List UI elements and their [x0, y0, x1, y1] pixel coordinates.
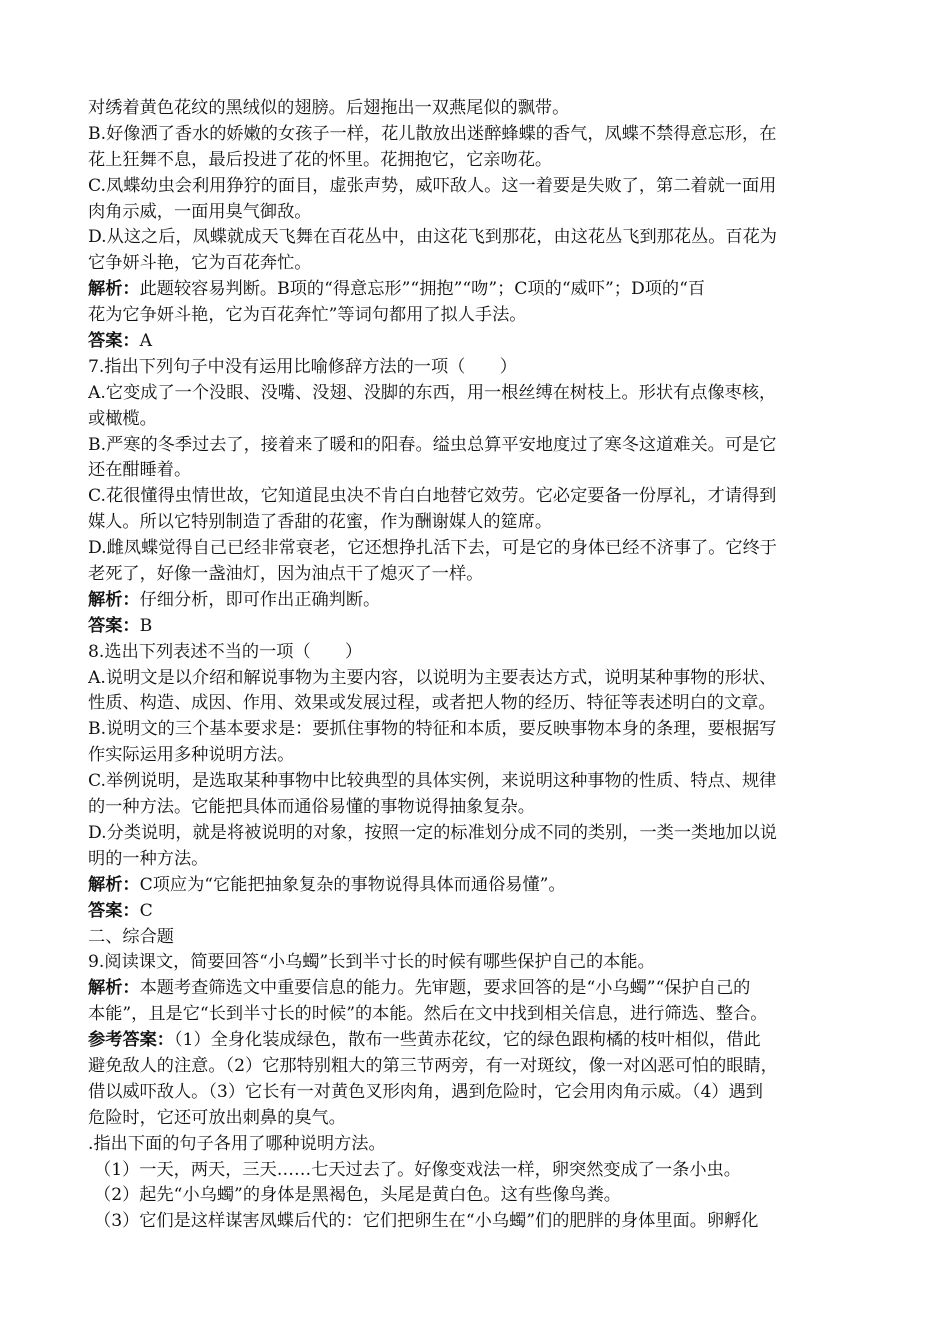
- line-text: C.举例说明，是选取某种事物中比较典型的具体实例，来说明这种事物的性质、特点、规律: [88, 771, 777, 792]
- line-text: 二、综合题: [88, 926, 174, 947]
- text-line: [88, 148, 864, 174]
- text-line: [88, 873, 864, 899]
- line-text: 本题考查筛选文中重要信息的能力。先审题，要求回答的是“小乌蠋”“保护自己的: [139, 978, 751, 999]
- text-line: [88, 1209, 864, 1235]
- line-text: 仔细分析，即可作出正确判断。: [139, 589, 381, 610]
- text-line: [88, 925, 864, 951]
- text-line: [88, 899, 864, 925]
- line-text: C.花很懂得虫情世故，它知道昆虫决不肯白白地替它效劳。它必定要备一份厚礼，才请得到: [88, 486, 777, 507]
- line-text: 明的一种方法。: [88, 848, 209, 869]
- text-line: [88, 381, 864, 407]
- text-line: [88, 588, 864, 614]
- line-text: B.严寒的冬季过去了，接着来了暖和的阳春。缢虫总算平安地度过了寒冬这道难关。可是它: [88, 434, 777, 455]
- text-line: [88, 1028, 864, 1054]
- line-text: D.雌凤蝶觉得自己已经非常衰老，它还想挣扎活下去，可是它的身体已经不济事了。它终于: [88, 538, 777, 559]
- answer-label: 解析：: [88, 279, 140, 300]
- text-line: [88, 225, 864, 251]
- text-line: [88, 510, 864, 536]
- text-line: [88, 717, 864, 743]
- text-line: [88, 691, 864, 717]
- line-text: 花为它争妍斗艳，它为百花奔忙”等词句都用了拟人手法。: [88, 305, 527, 326]
- line-text: D.分类说明，就是将被说明的对象，按照一定的标准划分成不同的类别，一类一类地加以说: [88, 822, 777, 843]
- line-text: C.凤蝶幼虫会利用狰狞的面目，虚张声势，威吓敌人。这一着要是失败了，第二着就一面用: [88, 175, 777, 196]
- line-text: 老死了，好像一盏油灯，因为油点干了熄灭了一样。: [88, 564, 484, 585]
- document-page: [88, 96, 864, 1235]
- text-line: [88, 355, 864, 381]
- text-line: [88, 666, 864, 692]
- line-text: B.说明文的三个基本要求是：要抓住事物的特征和本质，要反映事物本身的条理，要根据写: [88, 719, 777, 740]
- answer-label: 答案：: [88, 331, 140, 352]
- text-line: [88, 96, 864, 122]
- line-text: （1）全身化装成绿色，散布一些黄赤花纹，它的绿色跟枸橘的枝叶相似，借此: [173, 1030, 761, 1051]
- text-line: [88, 614, 864, 640]
- answer-label: 答案：: [88, 900, 140, 921]
- text-line: [88, 1106, 864, 1132]
- line-text: 媒人。所以它特别制造了香甜的花蜜，作为酬谢媒人的筵席。: [88, 512, 553, 533]
- text-line: [88, 484, 864, 510]
- line-text: 避免敌人的注意。（2）它那特别粗大的第三节两旁，有一对斑纹，像一对凶恶可怕的眼睛，: [88, 1055, 778, 1076]
- text-line: [88, 795, 864, 821]
- answer-label: 参考答案：: [88, 1030, 174, 1051]
- text-line: [88, 458, 864, 484]
- text-line: [88, 329, 864, 355]
- line-text: 花上狂舞不息，最后投进了花的怀里。花拥抱它，它亲吻花。: [88, 149, 553, 170]
- line-text: B: [139, 615, 153, 636]
- line-text: .指出下面的句子各用了哪种说明方法。: [88, 1133, 386, 1154]
- line-text: 借以威吓敌人。（3）它长有一对黄色叉形肉角，遇到危险时，它会用肉角示威。（4）遇到: [88, 1081, 763, 1102]
- text-line: [88, 303, 864, 329]
- line-text: 肉角示威，一面用臭气御敌。: [88, 201, 312, 222]
- line-text: 8.选出下列表述不当的一项（ ）: [88, 641, 363, 662]
- line-text: 此题较容易判断。B项的“得意忘形”“拥抱”“吻”；C项的“威吓”；D项的“百: [139, 279, 706, 300]
- text-line: [88, 562, 864, 588]
- text-line: [88, 433, 864, 459]
- text-line: [88, 200, 864, 226]
- text-line: [88, 769, 864, 795]
- line-text: 危险时，它还可放出刺鼻的臭气。: [88, 1107, 346, 1128]
- text-line: [88, 251, 864, 277]
- line-text: 7.指出下列句子中没有运用比喻修辞方法的一项（ ）: [88, 356, 517, 377]
- text-line: [88, 174, 864, 200]
- line-text: 本能”，且是它“长到半寸长的时候”的本能。然后在文中找到相关信息，进行筛选、整合。: [88, 1004, 768, 1025]
- text-line: [88, 640, 864, 666]
- text-line: [88, 536, 864, 562]
- line-text: 还在酣睡着。: [88, 460, 192, 481]
- line-text: 性质、构造、成因、作用、效果或发展过程，或者把人物的经历、特征等表述明白的文章。: [88, 693, 776, 714]
- text-line: [88, 277, 864, 303]
- answer-label: 解析：: [88, 978, 140, 999]
- line-text: （3）它们是这样谋害凤蝶后代的：它们把卵生在“小乌蠋”们的肥胖的身体里面。卵孵化: [94, 1211, 759, 1232]
- text-line: [88, 821, 864, 847]
- line-text: D.从这之后，凤蝶就成天飞舞在百花丛中，由这花飞到那花，由这花丛飞到那花丛。百花为: [88, 227, 777, 248]
- text-line: [88, 1080, 864, 1106]
- line-text: 作实际运用多种说明方法。: [88, 745, 295, 766]
- line-text: A.说明文是以介绍和解说事物为主要内容，以说明为主要表达方式，说明某种事物的形状、: [88, 667, 777, 688]
- text-line: [88, 1054, 864, 1080]
- text-line: [88, 1002, 864, 1028]
- line-text: 9.阅读课文，简要回答“小乌蠋”长到半寸长的时候有哪些保护自己的本能。: [88, 952, 655, 973]
- text-line: [88, 847, 864, 873]
- text-line: [88, 1158, 864, 1184]
- text-line: [88, 1132, 864, 1158]
- line-text: （2）起先“小乌蠋”的身体是黑褐色，头尾是黄白色。这有些像鸟粪。: [94, 1185, 621, 1206]
- line-text: 或橄榄。: [88, 408, 157, 429]
- answer-label: 解析：: [88, 589, 140, 610]
- line-text: C项应为“它能把抽象复杂的事物说得具体而通俗易懂”。: [139, 874, 566, 895]
- text-line: [88, 743, 864, 769]
- text-line: [88, 407, 864, 433]
- answer-label: 解析：: [88, 874, 140, 895]
- line-text: 对绣着黄色花纹的黑绒似的翅膀。后翅拖出一双燕尾似的飘带。: [88, 98, 570, 118]
- text-line: [88, 950, 864, 976]
- line-text: 的一种方法。它能把具体而通俗易懂的事物说得抽象复杂。: [88, 797, 535, 818]
- line-text: C: [139, 900, 153, 921]
- answer-label: 答案：: [88, 615, 140, 636]
- text-line: [88, 1183, 864, 1209]
- text-line: [88, 976, 864, 1002]
- line-text: 它争妍斗艳，它为百花奔忙。: [88, 253, 312, 274]
- text-line: [88, 122, 864, 148]
- line-text: A.它变成了一个没眼、没嘴、没翅、没脚的东西，用一根丝缚在树枝上。形状有点像枣核，: [88, 382, 777, 403]
- line-text: B.好像洒了香水的娇嫩的女孩子一样，花儿散放出迷醉蜂蝶的香气，凤蝶不禁得意忘形，在: [88, 123, 777, 144]
- line-text: （1）一天，两天，三天……七天过去了。好像变戏法一样，卵突然变成了一条小虫。: [94, 1159, 741, 1180]
- line-text: A: [139, 331, 152, 352]
